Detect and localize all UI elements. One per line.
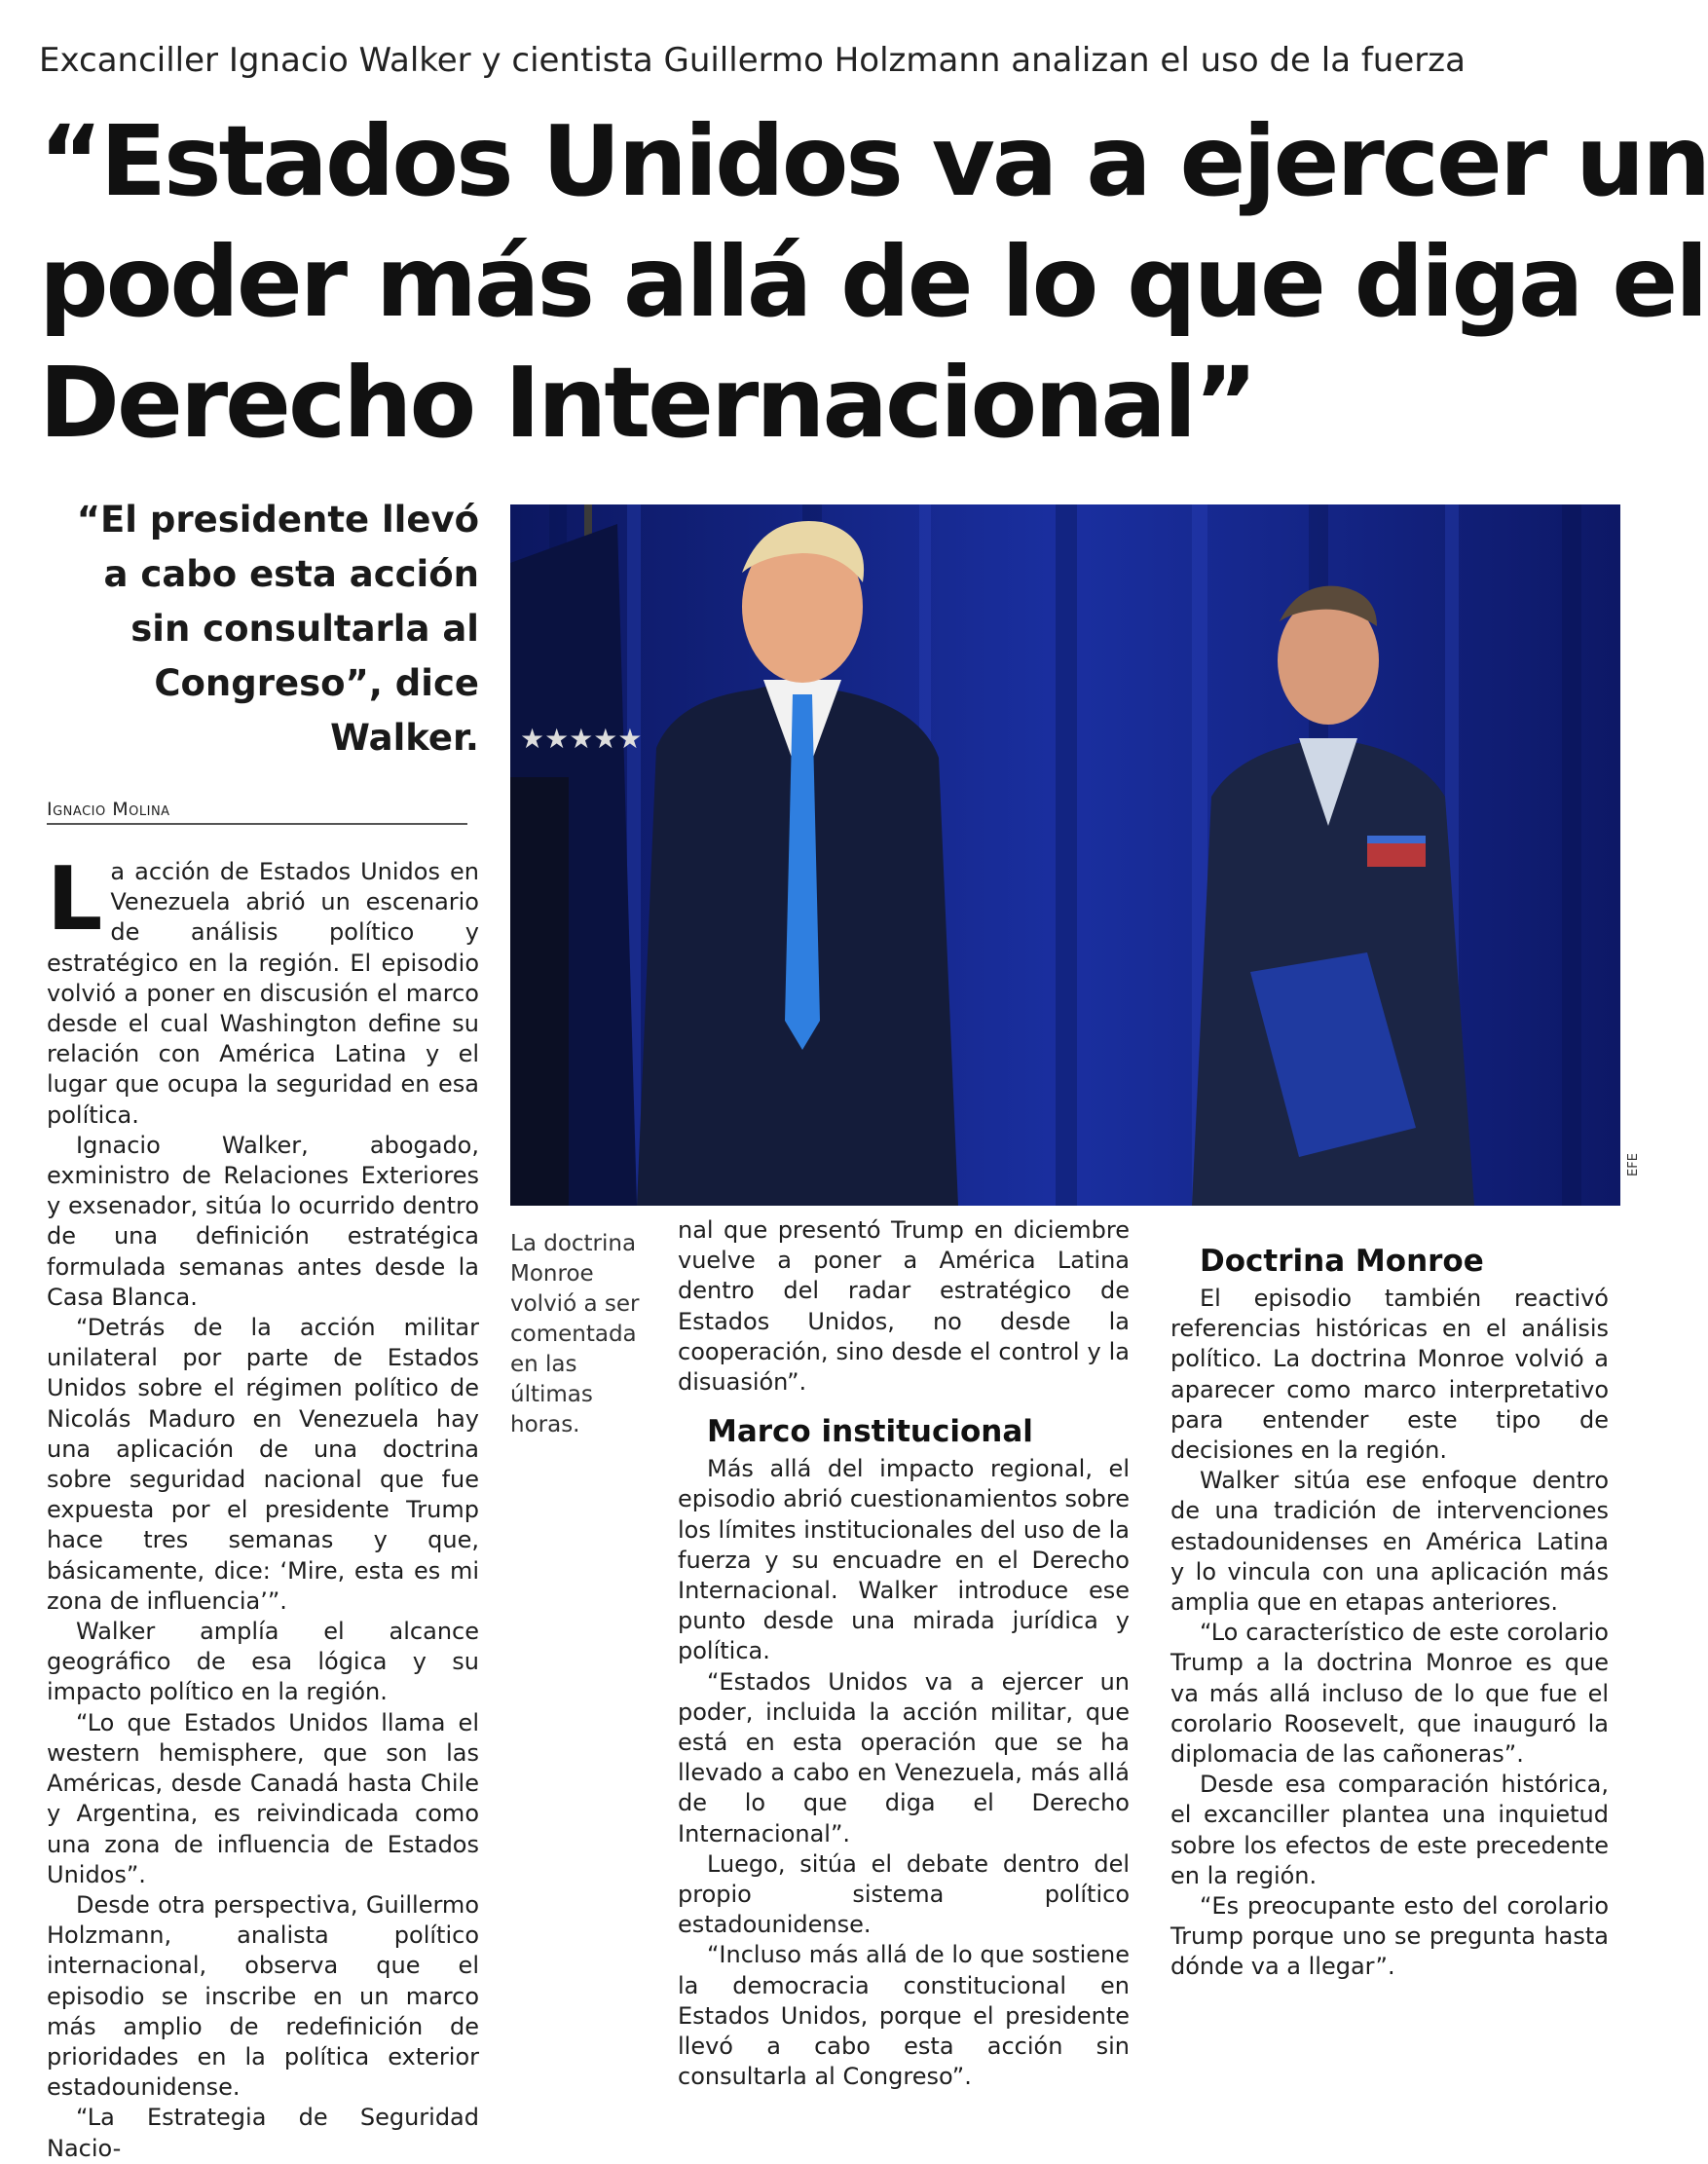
paragraph: “Es preocupante esto del corolario Trump porque uno se pregunta hasta dónde va a llegar”. <box>1170 1892 1609 1981</box>
photo-illustration <box>510 504 1620 1206</box>
pull-quote-line: Walker. <box>330 717 479 759</box>
pull-quote-line: “El presidente llevó <box>76 499 479 541</box>
photo-caption: La doctrina Monroe volvió a ser comentada en las últimas horas. <box>510 1231 640 1437</box>
section-subheading: Doctrina Monroe <box>1200 1244 1484 1279</box>
author-byline: Ignacio Molina <box>47 799 467 825</box>
paragraph: Walker amplía el alcance geográfico de esa lógica y su impacto político en la región. <box>47 1618 479 1706</box>
article-photo <box>510 504 1620 1206</box>
text-column-1 <box>47 848 479 2164</box>
paragraph: nal que presentó Trump en diciembre vuelve a poner a América Latina dentro del radar estratégico de Estados Unidos, no desde la cooperación, sino desde el control y la disuasión”. <box>678 1216 1130 1397</box>
paragraph: Walker sitúa ese enfoque dentro de una tradición de intervenciones estadounidenses en América Latina y lo vincula con una aplicación más amplia que en etapas anteriores. <box>1170 1467 1609 1617</box>
section-subheading: Marco institucional <box>707 1414 1033 1450</box>
podium <box>510 777 569 1206</box>
pull-quote-line: a cabo esta acción <box>103 553 479 595</box>
drop-cap: L <box>47 848 103 951</box>
paragraph: “Estados Unidos va a ejercer un poder, incluida la acción militar, que está en esta operación que se ha llevado a cabo en Venezuela, más allá de lo que diga el Derecho Internacional”. <box>678 1667 1130 1847</box>
headline-line: Derecho Internacional” <box>39 346 1255 460</box>
headline-line: “Estados Unidos va a ejercer un <box>39 104 1708 218</box>
pull-quote-line: sin consultarla al <box>130 608 479 650</box>
paragraph <box>47 848 479 1131</box>
svg-text:★★★★★: ★★★★★ <box>520 723 643 755</box>
headline-line: poder más allá de lo que diga el <box>39 225 1706 339</box>
paragraph: “Lo que Estados Unidos llama el western hemisphere, que son las Américas, desde Canadá hasta Chile y Argentina, es reivindicada como una zona de influencia de Estados Unidos”. <box>47 1708 479 1888</box>
paragraph: “Detrás de la acción militar unilateral por parte de Estados Unidos sobre el régimen político de Nicolás Maduro en Venezuela hay una aplicación de una doctrina sobre seguridad nacional que fue expuesta por el presidente Trump hace tres semanas y que, básicamente, dice: ‘Mire, esta es mi zona de influencia’”. <box>47 1314 479 1615</box>
paragraph-text: a acción de Estados Unidos en Venezuela abrió un escenario de análisis político y estratégico en la región. El episodio volvió a poner en discusión el marco desde el cual Washington define su relación con América Latina y el lugar que ocupa la seguridad en esa política. <box>47 858 479 1129</box>
article-headline <box>39 101 1708 464</box>
pull-quote <box>39 493 479 765</box>
photo-credit: EFE <box>1626 1153 1641 1176</box>
paragraph: “Lo característico de este corolario Trump a la doctrina Monroe es que va más allá incluso de lo que fue el corolario Roosevelt, que inauguró la diplomacia de las cañoneras”. <box>1170 1619 1609 1769</box>
text-column-3 <box>1170 1243 1609 1983</box>
paragraph: Más allá del impacto regional, el episodio abrió cuestionamientos sobre los límites institucionales del uso de la fuerza y su encuadre en el Derecho Internacional. Walker introduce ese punto desde una mirada jurídica y política. <box>678 1455 1130 1665</box>
article-kicker: Excanciller Ignacio Walker y cientista Guillermo Holzmann analizan el uso de la fuerza <box>39 41 1466 80</box>
paragraph: El episodio también reactivó referencias históricas en el análisis político. La doctrina Monroe volvió a aparecer como marco interpretativo para entender este tipo de decisiones en la región. <box>1170 1285 1609 1465</box>
paragraph: “La Estrategia de Seguridad Nacio- <box>47 2104 479 2162</box>
text-column-2 <box>678 1215 1130 2092</box>
paragraph: Desde otra perspectiva, Guillermo Holzmann, analista político internacional, observa que el episodio se inscribe en un marco más amplio de redefinición de prioridades en la política exterior estadounidense. <box>47 1890 479 2102</box>
paragraph: “Incluso más allá de lo que sostiene la democracia constitucional en Estados Unidos, porque el presidente llevó a cabo esta acción sin consultarla al Congreso”. <box>678 1941 1130 2091</box>
paragraph: Luego, sitúa el debate dentro del propio sistema político estadounidense. <box>678 1849 1130 1939</box>
paragraph: Desde esa comparación histórica, el excanciller plantea una inquietud sobre los efectos de este precedente en la región. <box>1170 1771 1609 1889</box>
pull-quote-line: Congreso”, dice <box>154 662 479 704</box>
paragraph: Ignacio Walker, abogado, exministro de Relaciones Exteriores y exsenador, sitúa lo ocurrido dentro de una definición estratégica formulada semanas antes desde la Casa Blanca. <box>47 1131 479 1311</box>
